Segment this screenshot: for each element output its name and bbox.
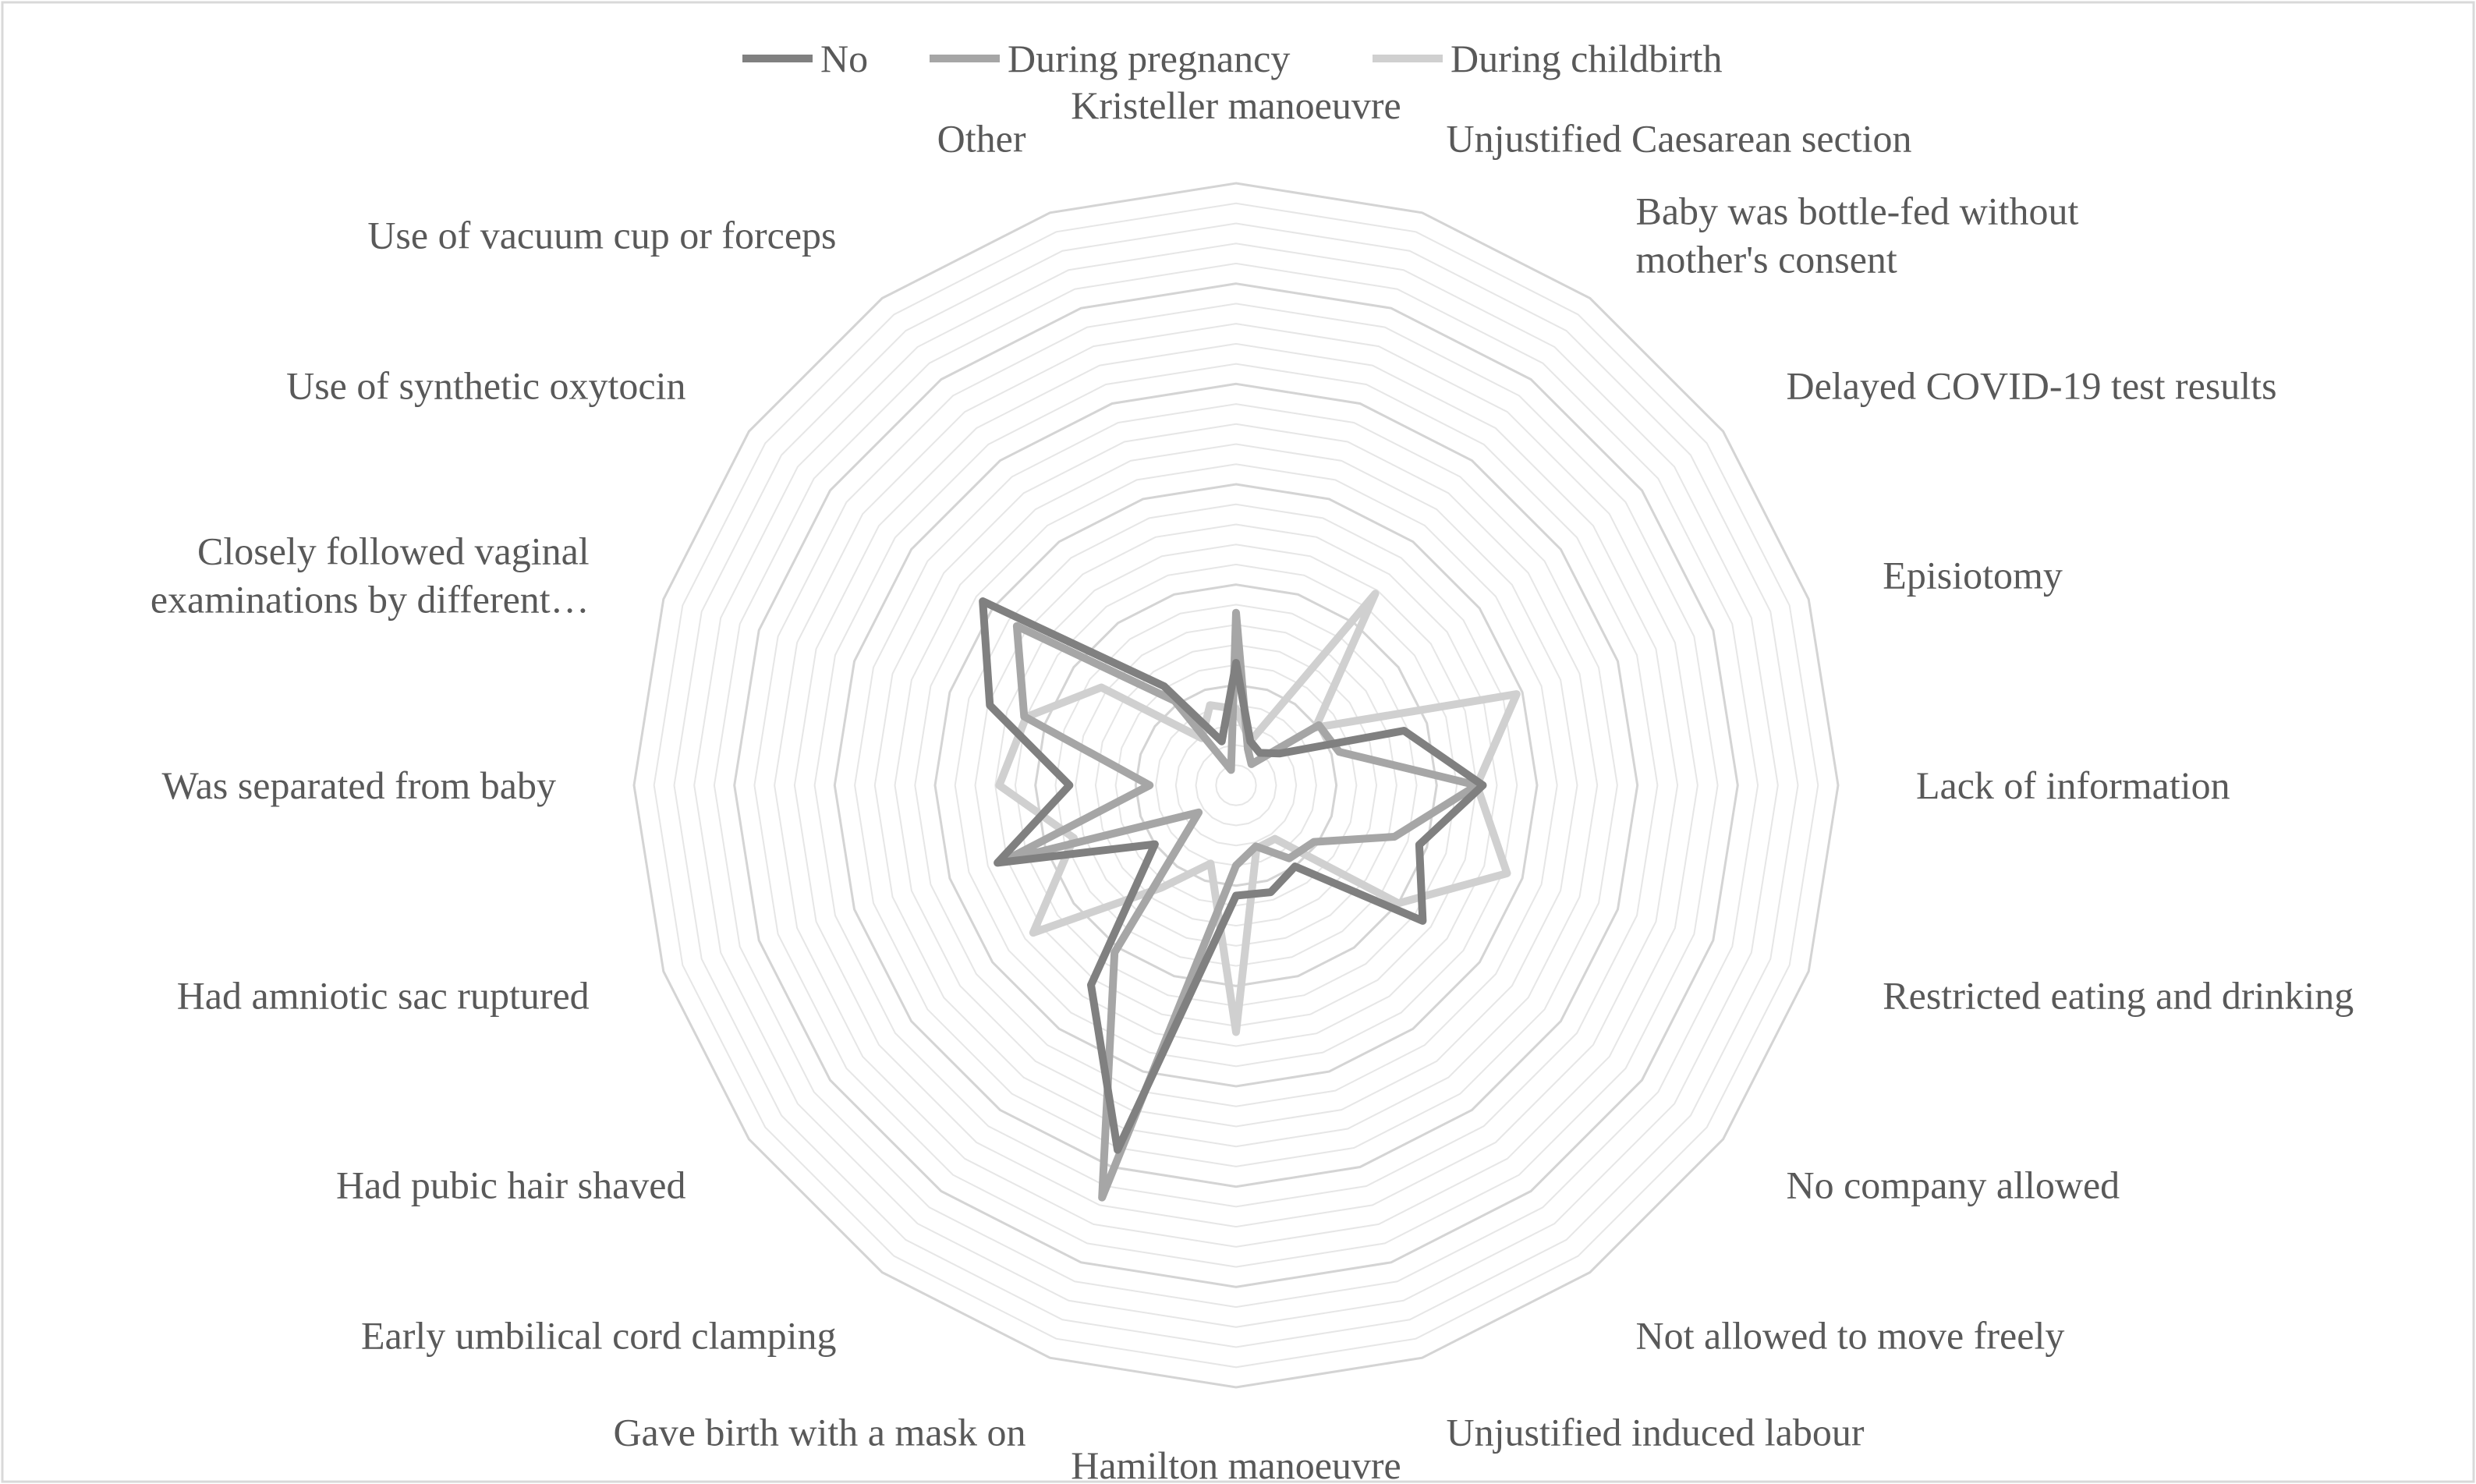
category-label: Had pubic hair shaved: [336, 1163, 686, 1207]
category-label: Episiotomy: [1883, 553, 2063, 597]
category-label: Was separated from baby: [161, 763, 556, 807]
category-label: Unjustified Caesarean section: [1446, 116, 1912, 161]
category-label: Use of vacuum cup or forceps: [367, 213, 837, 257]
category-label: Kristeller manoeuvre: [1071, 83, 1401, 127]
category-label: Gave birth with a mask on: [613, 1410, 1026, 1454]
category-label: Not allowed to move freely: [1635, 1313, 2065, 1358]
category-label: examinations by different…: [150, 577, 590, 622]
legend-entry: During pregnancy: [1008, 37, 1291, 80]
category-label: Lack of information: [1916, 763, 2230, 807]
category-label: Use of synthetic oxytocin: [286, 363, 686, 408]
legend-entry: No: [820, 37, 869, 80]
category-label: Unjustified induced labour: [1446, 1410, 1865, 1454]
category-label: Baby was bottle-fed without: [1635, 189, 2079, 233]
category-label: Hamilton manoeuvre: [1071, 1443, 1401, 1484]
category-label: Had amniotic sac ruptured: [176, 973, 590, 1018]
category-label: Restricted eating and drinking: [1883, 973, 2354, 1018]
category-label: Closely followed vaginal: [197, 529, 590, 573]
category-label: No company allowed: [1786, 1163, 2120, 1207]
category-label: mother's consent: [1635, 237, 1897, 282]
category-label: Other: [937, 116, 1026, 161]
legend-entry: During childbirth: [1451, 37, 1723, 80]
category-label: Early umbilical cord clamping: [360, 1313, 837, 1358]
category-label: Delayed COVID-19 test results: [1786, 363, 2277, 408]
